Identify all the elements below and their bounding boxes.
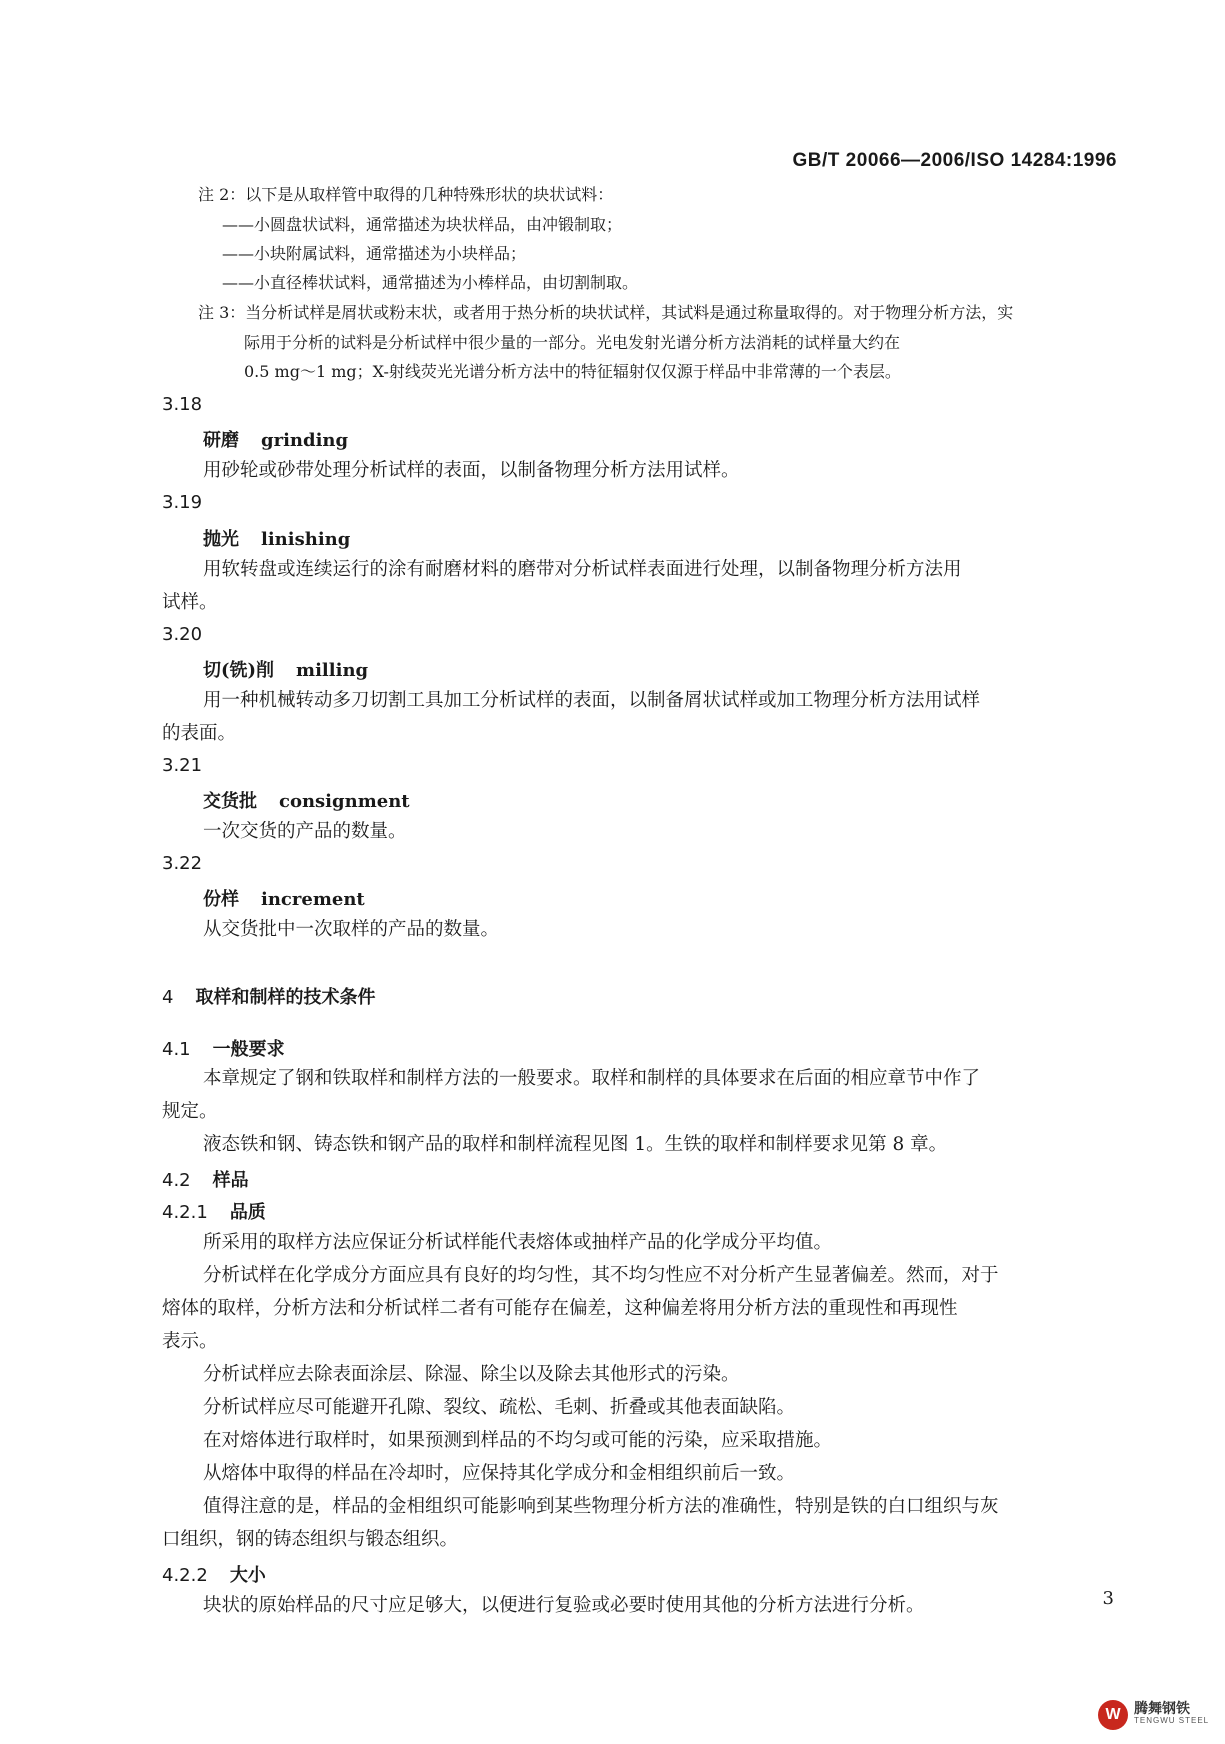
s4-1-line-2: 规定。: [162, 1101, 218, 1122]
term-en: increment: [261, 889, 365, 910]
clause-number-3-21: 3.21: [162, 755, 203, 776]
term-3-19: [203, 525, 350, 551]
definition-3-21: 一次交货的产品的数量。: [203, 821, 407, 842]
term-en: linishing: [261, 529, 351, 550]
term-cn: 研磨: [203, 430, 239, 451]
logo-en: TENGWU STEEL: [1134, 1716, 1210, 1725]
section-title: 样品: [212, 1170, 249, 1191]
term-3-21: [203, 787, 410, 813]
note2-item-2: ——小块附属试料，通常描述为小块样品；: [222, 244, 527, 263]
section-number: 4.2.1: [162, 1202, 208, 1223]
section-4-2-heading: [162, 1166, 249, 1192]
definition-3-20-line-1: 用一种机械转动多刀切割工具加工分析试样的表面，以制备屑状试样或加工物理分析方法用试样: [203, 690, 981, 711]
section-title: 取样和制样的技术条件: [195, 987, 376, 1008]
definition-3-20-line-2: 的表面。: [162, 723, 237, 744]
term-en: consignment: [279, 791, 410, 812]
tengwu-logo: [1098, 1700, 1209, 1730]
section-number: 4: [162, 987, 174, 1008]
definition-3-19-line-2: 试样。: [162, 592, 218, 613]
note2-item-3: ——小直径棒状试料，通常描述为小棒样品，由切割制取。: [222, 273, 639, 292]
s4-2-1-line-8: 从熔体中取得的样品在冷却时，应保持其化学成分和金相组织前后一致。: [203, 1463, 796, 1484]
term-en: milling: [296, 660, 369, 681]
note2-intro: 注 2：以下是从取样管中取得的几种特殊形状的块状试料：: [198, 185, 614, 204]
s4-2-1-line-6: 分析试样应尽可能避开孔隙、裂纹、疏松、毛刺、折叠或其他表面缺陷。: [203, 1397, 796, 1418]
s4-1-line-3: 液态铁和钢、铸态铁和钢产品的取样和制样流程见图 1。生铁的取样和制样要求见第 8 章。: [203, 1134, 948, 1155]
term-3-20: [203, 656, 368, 682]
section-number: 4.1: [162, 1039, 191, 1060]
standard-number: GB/T 20066—2006/ISO 14284:1996: [792, 150, 1117, 171]
s4-2-1-line-1: 所采用的取样方法应保证分析试样能代表熔体或抽样产品的化学成分平均值。: [203, 1232, 833, 1253]
term-cn: 抛光: [203, 529, 239, 550]
note3-line-2: 际用于分析的试料是分析试样中很少量的一部分。光电发射光谱分析方法消耗的试样量大约在: [244, 333, 901, 352]
clause-number-3-19: 3.19: [162, 492, 203, 513]
section-4-2-1-heading: [162, 1198, 266, 1224]
term-en: grinding: [261, 430, 349, 451]
s4-2-1-line-4: 表示。: [162, 1331, 218, 1352]
definition-3-19-line-1: 用软转盘或连续运行的涂有耐磨材料的磨带对分析试样表面进行处理，以制备物理分析方法用: [203, 559, 962, 580]
logo-text: [1134, 1703, 1209, 1727]
s4-1-line-1: 本章规定了钢和铁取样和制样方法的一般要求。取样和制样的具体要求在后面的相应章节中作了: [203, 1068, 981, 1089]
term-cn: 交货批: [203, 791, 257, 812]
term-3-22: [203, 885, 365, 911]
note3-line-3: 0.5 mg～1 mg；X-射线荧光光谱分析方法中的特征辐射仅仅源于样品中非常薄的一个表层。: [244, 362, 901, 381]
note3-line-1: 注 3：当分析试样是屑状或粉末状，或者用于热分析的块状试样，其试料是通过称量取得的。对于物理分析方法，实: [198, 303, 1014, 322]
note2-item-1: ——小圆盘状试料，通常描述为块状样品，由冲锻制取；: [222, 215, 623, 234]
term-3-18: [203, 426, 348, 452]
definition-3-18: 用砂轮或砂带处理分析试样的表面，以制备物理分析方法用试样。: [203, 460, 740, 481]
section-title: 品质: [229, 1202, 266, 1223]
s4-2-1-line-3: 熔体的取样，分析方法和分析试样二者有可能存在偏差，这种偏差将用分析方法的重现性和再现性: [162, 1298, 958, 1319]
clause-number-3-20: 3.20: [162, 624, 203, 645]
section-number: 4.2.2: [162, 1565, 208, 1586]
page-number: 3: [1102, 1588, 1114, 1609]
s4-2-2-line-1: 块状的原始样品的尺寸应足够大，以便进行复验或必要时使用其他的分析方法进行分析。: [203, 1595, 925, 1616]
section-4-heading: [162, 983, 375, 1009]
definition-3-22: 从交货批中一次取样的产品的数量。: [203, 919, 500, 940]
section-title: 一般要求: [212, 1039, 285, 1060]
term-cn: 切(铣)削: [203, 660, 275, 681]
s4-2-1-line-7: 在对熔体进行取样时，如果预测到样品的不均匀或可能的污染，应采取措施。: [203, 1430, 833, 1451]
s4-2-1-line-2: 分析试样在化学成分方面应具有良好的均匀性，其不均匀性应不对分析产生显著偏差。然而，对于: [203, 1265, 999, 1286]
clause-number-3-18: 3.18: [162, 394, 203, 415]
s4-2-1-line-10: 口组织，钢的铸态组织与锻态组织。: [162, 1529, 459, 1550]
section-4-1-heading: [162, 1035, 285, 1061]
s4-2-1-line-9: 值得注意的是，样品的金相组织可能影响到某些物理分析方法的准确性，特别是铁的白口组织与灰: [203, 1496, 999, 1517]
logo-cn: 腾舞钢铁: [1134, 1701, 1190, 1717]
s4-2-1-line-5: 分析试样应去除表面涂层、除湿、除尘以及除去其他形式的污染。: [203, 1364, 740, 1385]
term-cn: 份样: [203, 889, 239, 910]
section-number: 4.2: [162, 1170, 191, 1191]
logo-mark-icon: W: [1098, 1700, 1128, 1730]
clause-number-3-22: 3.22: [162, 853, 203, 874]
section-title: 大小: [229, 1565, 266, 1586]
section-4-2-2-heading: [162, 1561, 266, 1587]
